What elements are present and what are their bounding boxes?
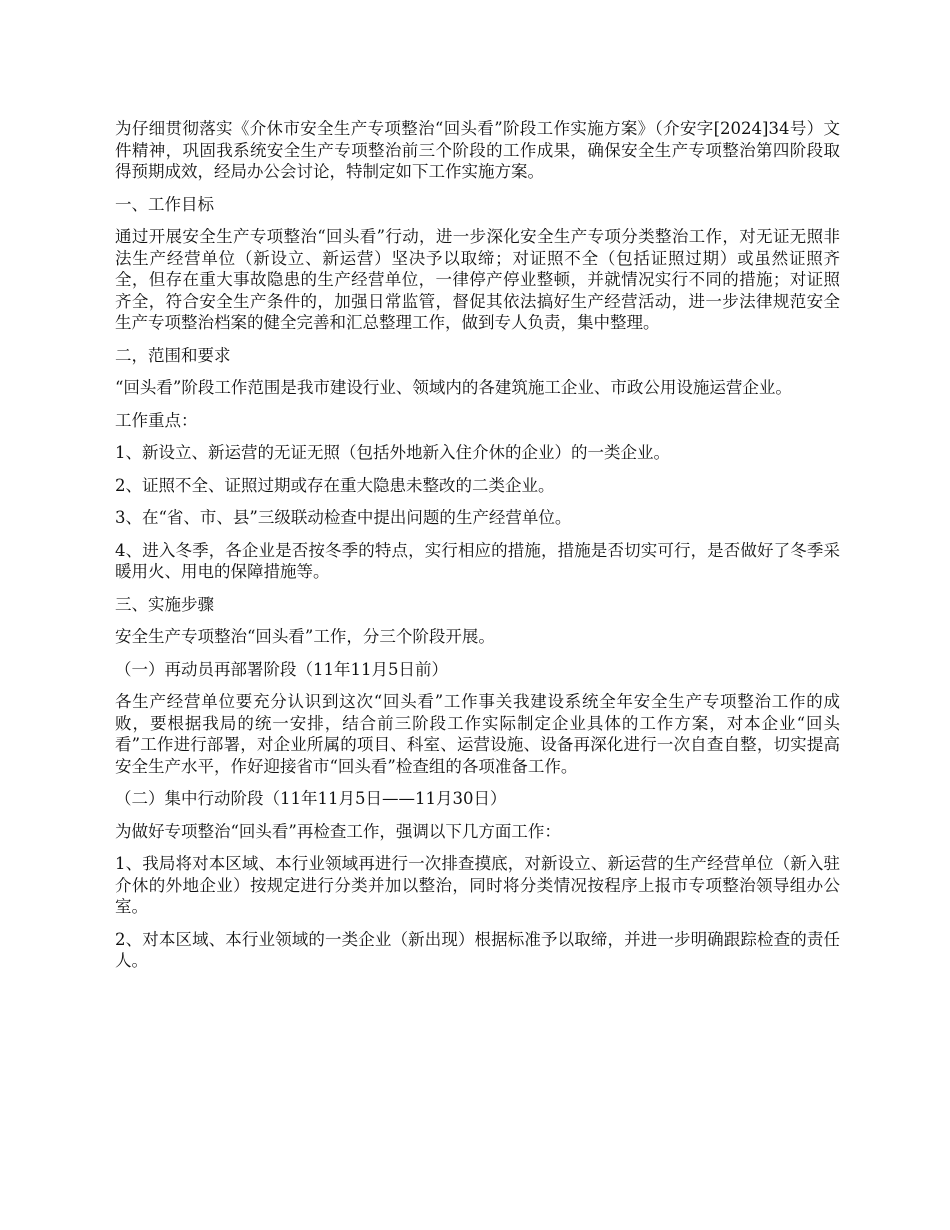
section-heading-steps: 三、实施步骤 <box>115 594 214 614</box>
goals-paragraph: 通过开展安全生产专项整治“回头看”行动，进一步深化安全生产专项分类整治工作，对无证无照非法生产经营单位（新设立、新运营）坚决予以取缔；对证照不全（包括证照过期）或虽然证照齐全，但存在重大事故隐患的生产经营单位，一律停产停业整顿，并就情况实行不同的措施；对证照齐全，符合安全生产条件的，加强日常监管，督促其依法搞好生产经营活动，进一步法律规范安全生产专项整治档案的健全完善和汇总整理工作，做到专人负责，集中整理。 <box>115 227 840 332</box>
key-point-2: 2、证照不全、证照过期或存在重大隐患未整改的二类企业。 <box>115 475 555 495</box>
intro-paragraph: 为仔细贯彻落实《介休市安全生产专项整治“回头看”阶段工作实施方案》（介安字[2024]34号）文件精神，巩固我系统安全生产专项整治前三个阶段的工作成果，确保安全生产专项整治第四阶段取得预期成效，经局办公会讨论，特制定如下工作实施方案。 <box>115 119 840 181</box>
section-heading-goals: 一、工作目标 <box>115 194 214 214</box>
document-body <box>115 118 840 983</box>
phase-2-intro: 为做好专项整治“回头看”再检查工作，强调以下几方面工作： <box>115 821 561 841</box>
scope-paragraph: “回头看”阶段工作范围是我市建设行业、领域内的各建筑施工企业、市政公用设施运营企业。 <box>115 378 792 397</box>
phase-2-item-2: 2、对本区域、本行业领域的一类企业（新出现）根据标准予以取缔，并进一步明确跟踪检查的责任人。 <box>115 929 840 970</box>
phase-2-item-1: 1、我局将对本区域、本行业领域再进行一次排查摸底，对新设立、新运营的生产经营单位（新入驻介休的外地企业）按规定进行分类并加以整治，同时将分类情况按程序上报市专项整治领导组办公室。 <box>115 854 840 916</box>
key-point-3: 3、在“省、市、县”三级联动检查中提出问题的生产经营单位。 <box>115 508 572 527</box>
section-heading-scope: 二，范围和要求 <box>115 345 231 365</box>
key-point-1: 1、新设立、新运营的无证无照（包括外地新入住介休的企业）的一类企业。 <box>115 443 670 462</box>
key-point-4: 4、进入冬季，各企业是否按冬季的特点，实行相应的措施，措施是否切实可行，是否做好了冬季采暖用火、用电的保障措施等。 <box>115 540 840 581</box>
phase-1-paragraph: 各生产经营单位要充分认识到这次“回头看”工作事关我建设系统全年安全生产专项整治工作的成败，要根据我局的统一安排，结合前三阶段工作实际制定企业具体的工作方案，对本企业“回头看”工作进行部署，对企业所属的项目、科室、运营设施、设备再深化进行一次自查自整，切实提高安全生产水平，作好迎接省市“回头看”检查组的各项准备工作。 <box>115 692 840 776</box>
steps-intro: 安全生产专项整治“回头看”工作，分三个阶段开展。 <box>115 627 495 646</box>
phase-1-heading: （一）再动员再部署阶段（11年11月5日前） <box>115 659 448 679</box>
key-points-label: 工作重点： <box>115 410 198 430</box>
phase-2-heading: （二）集中行动阶段（11年11月5日——11月30日） <box>115 789 507 808</box>
